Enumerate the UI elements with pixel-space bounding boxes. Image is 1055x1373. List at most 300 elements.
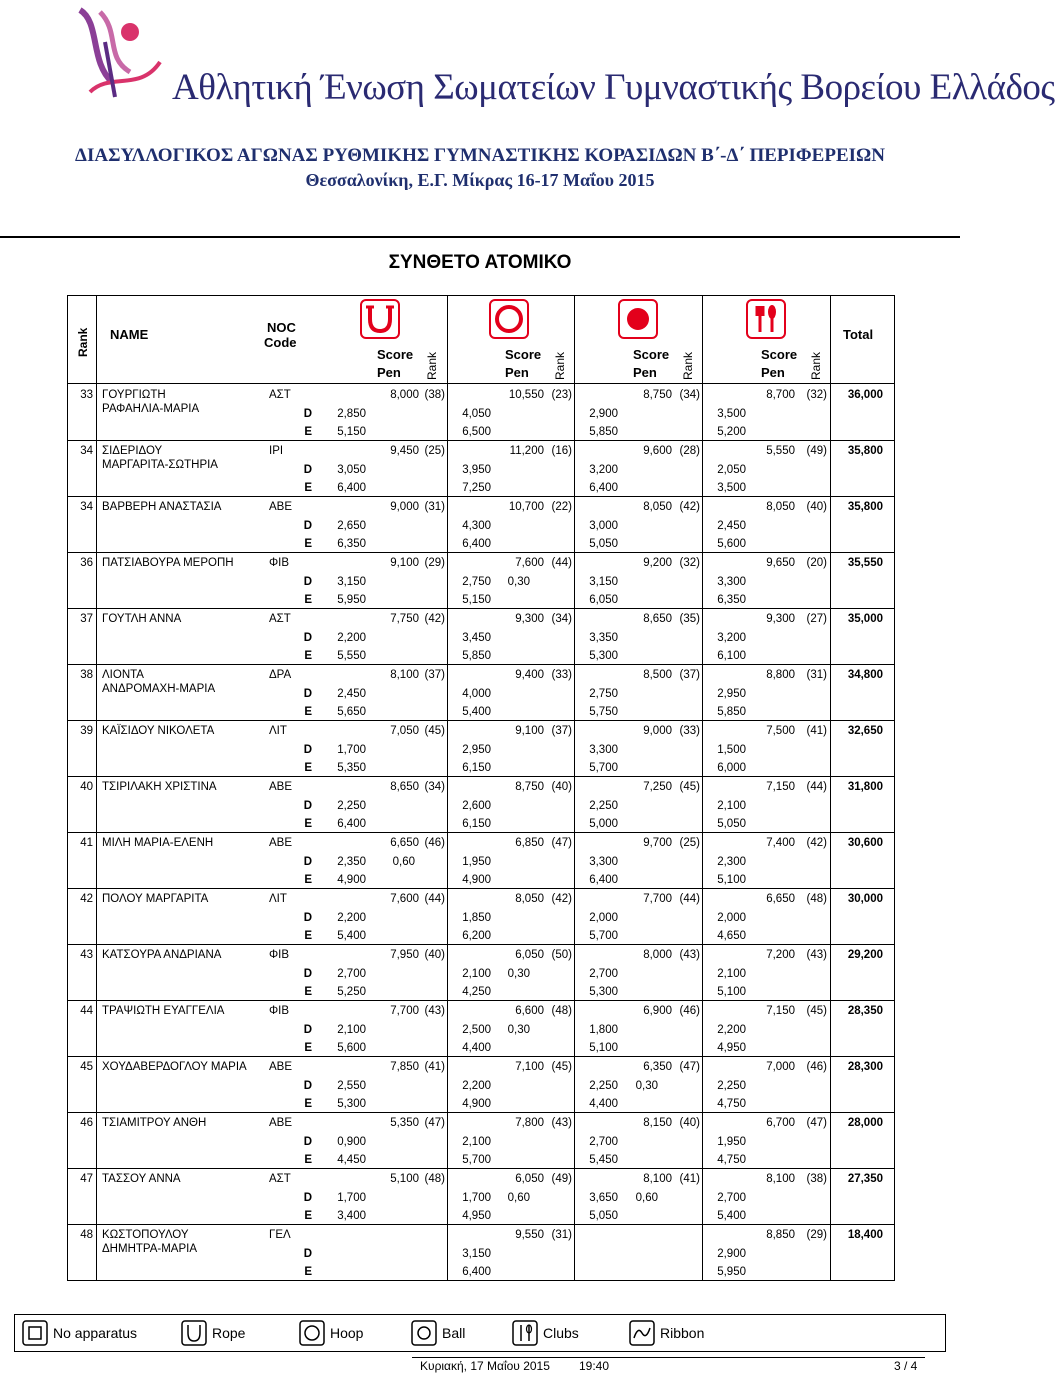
column-divider xyxy=(702,295,703,1281)
execution-score: 4,750 xyxy=(717,1098,746,1111)
difficulty-label: D xyxy=(303,1023,312,1036)
difficulty-label: D xyxy=(303,519,312,532)
difficulty-label: D xyxy=(303,911,312,924)
apparatus-score: 7,600 xyxy=(515,557,544,569)
apparatus-rank: (43) xyxy=(679,949,700,961)
execution-score: 6,400 xyxy=(462,538,491,551)
execution-score: 5,100 xyxy=(589,1042,618,1055)
apparatus-rank: (38) xyxy=(424,389,445,401)
apparatus-rank: (42) xyxy=(551,893,572,905)
apparatus-rank: (38) xyxy=(806,1173,827,1185)
difficulty-label: D xyxy=(303,407,312,420)
difficulty-label: D xyxy=(303,799,312,812)
execution-score: 5,300 xyxy=(337,1098,366,1111)
column-divider xyxy=(574,295,575,1281)
apparatus-rank: (42) xyxy=(806,837,827,849)
execution-score: 4,950 xyxy=(717,1042,746,1055)
apparatus-rank: (48) xyxy=(424,1173,445,1185)
apparatus-rank: (37) xyxy=(551,725,572,737)
difficulty-label: D xyxy=(303,1079,312,1092)
apparatus-rank: (46) xyxy=(679,1005,700,1017)
apparatus-score: 8,000 xyxy=(390,389,419,401)
federation-logo-icon xyxy=(60,2,172,114)
difficulty-score: 3,200 xyxy=(717,631,746,644)
apparatus-score: 7,700 xyxy=(390,1005,419,1017)
legend-box xyxy=(14,1314,946,1352)
page-header xyxy=(0,0,1055,120)
apparatus-rank: (23) xyxy=(551,389,572,401)
apparatus-score: 6,050 xyxy=(515,949,544,961)
apparatus-score: 8,750 xyxy=(515,781,544,793)
gymnast-rank: 43 xyxy=(80,949,93,961)
difficulty-score: 1,700 xyxy=(337,1191,366,1204)
difficulty-label: D xyxy=(303,1135,312,1148)
execution-score: 5,050 xyxy=(589,538,618,551)
execution-score: 5,700 xyxy=(462,1154,491,1167)
apparatus-score: 8,150 xyxy=(643,1117,672,1129)
difficulty-score: 2,700 xyxy=(589,1135,618,1148)
apparatus-score: 8,800 xyxy=(766,669,795,681)
apparatus-rank: (22) xyxy=(551,501,572,513)
difficulty-score: 3,150 xyxy=(337,575,366,588)
execution-label: E xyxy=(304,650,312,663)
gymnast-name: ΤΣΙΑΜΙΤΡΟΥ ΑΝΘΗ xyxy=(102,1117,207,1129)
apparatus-score: 6,050 xyxy=(515,1173,544,1185)
row-separator xyxy=(67,776,895,777)
difficulty-score: 3,300 xyxy=(589,743,618,756)
difficulty-score: 2,900 xyxy=(589,407,618,420)
apparatus-score: 10,550 xyxy=(508,389,544,401)
execution-score: 5,350 xyxy=(337,762,366,775)
execution-score: 5,600 xyxy=(337,1042,366,1055)
difficulty-score: 2,050 xyxy=(717,463,746,476)
header-row-divider xyxy=(67,383,895,384)
execution-score: 5,550 xyxy=(337,650,366,663)
apparatus-score: 8,850 xyxy=(766,1229,795,1241)
difficulty-score: 2,100 xyxy=(337,1023,366,1036)
row-separator xyxy=(67,832,895,833)
apparatus-score: 7,400 xyxy=(766,837,795,849)
row-separator xyxy=(67,720,895,721)
difficulty-score: 2,950 xyxy=(717,687,746,700)
apparatus-rank: (43) xyxy=(551,1117,572,1129)
clubs-icon xyxy=(512,1320,538,1346)
apparatus-rank: (40) xyxy=(551,781,572,793)
pen-subheader: Pen xyxy=(761,365,785,380)
apparatus-rank: (44) xyxy=(424,893,445,905)
gymnast-name: ΛΙΟΝΤΑ xyxy=(102,669,144,681)
apparatus-score: 6,900 xyxy=(643,1005,672,1017)
apparatus-rank: (31) xyxy=(551,1229,572,1241)
execution-score: 5,300 xyxy=(589,650,618,663)
column-divider xyxy=(96,295,97,1281)
execution-score: 6,350 xyxy=(337,538,366,551)
execution-score: 5,450 xyxy=(589,1154,618,1167)
difficulty-score: 1,950 xyxy=(462,855,491,868)
gymnast-rank: 48 xyxy=(80,1229,93,1241)
noc-column-header: NOC xyxy=(267,320,296,335)
gymnast-name: ΚΑΤΣΟΥΡΑ ΑΝΔΡΙΑΝΑ xyxy=(102,949,222,961)
penalty: 0,60 xyxy=(507,1191,530,1204)
rope-icon xyxy=(181,1320,207,1346)
rank-column-header: Rank xyxy=(76,327,90,357)
execution-score: 5,400 xyxy=(337,930,366,943)
apparatus-score: 7,250 xyxy=(643,781,672,793)
apparatus-rank: (25) xyxy=(679,837,700,849)
apparatus-score: 8,100 xyxy=(643,1173,672,1185)
pen-subheader: Pen xyxy=(505,365,529,380)
execution-score: 4,650 xyxy=(717,930,746,943)
gymnast-rank: 34 xyxy=(80,445,93,457)
rank-subheader: Rank xyxy=(553,351,567,380)
difficulty-score: 2,450 xyxy=(337,687,366,700)
difficulty-score: 2,250 xyxy=(589,799,618,812)
difficulty-score: 2,450 xyxy=(717,519,746,532)
row-separator xyxy=(67,1224,895,1225)
apparatus-rank: (33) xyxy=(679,725,700,737)
execution-score: 4,400 xyxy=(589,1098,618,1111)
execution-score: 5,400 xyxy=(717,1210,746,1223)
apparatus-rank: (32) xyxy=(679,557,700,569)
difficulty-score: 1,850 xyxy=(462,911,491,924)
execution-label: E xyxy=(304,482,312,495)
apparatus-rank: (45) xyxy=(806,1005,827,1017)
gymnast-name: ΓΟΥΡΓΙΩΤΗ xyxy=(102,389,166,401)
apparatus-score: 8,050 xyxy=(643,501,672,513)
difficulty-score: 3,300 xyxy=(589,855,618,868)
row-separator xyxy=(67,440,895,441)
row-separator xyxy=(67,664,895,665)
difficulty-score: 2,100 xyxy=(717,799,746,812)
score-subheader: Score xyxy=(633,347,670,362)
total-score: 35,800 xyxy=(847,501,883,513)
apparatus-score: 6,650 xyxy=(766,893,795,905)
apparatus-rank: (41) xyxy=(679,1173,700,1185)
execution-label: E xyxy=(304,874,312,887)
event-title: ΔΙΑΣΥΛΛΟΓΙΚΟΣ ΑΓΩΝΑΣ ΡΥΘΜΙΚΗΣ ΓΥΜΝΑΣΤΙΚΗΣ ΚΟΡΑΣΙΔΩΝ Β΄-Δ΄ ΠΕΡΙΦΕΡΕΙΩΝ xyxy=(75,145,885,166)
gymnast-name: ΤΣΙΡΙΛΑΚΗ ΧΡΙΣΤΙΝΑ xyxy=(102,781,217,793)
difficulty-score: 3,500 xyxy=(717,407,746,420)
apparatus-score: 10,700 xyxy=(508,501,544,513)
apparatus-score: 8,500 xyxy=(643,669,672,681)
apparatus-rank: (42) xyxy=(424,613,445,625)
execution-score: 3,500 xyxy=(717,482,746,495)
total-score: 35,000 xyxy=(847,613,883,625)
apparatus-score: 7,050 xyxy=(390,725,419,737)
difficulty-label: D xyxy=(303,631,312,644)
apparatus-score: 5,100 xyxy=(390,1173,419,1185)
difficulty-score: 2,200 xyxy=(462,1079,491,1092)
difficulty-label: D xyxy=(303,1247,312,1260)
noc-code: ΑΒΕ xyxy=(269,1117,293,1129)
apparatus-rank: (40) xyxy=(679,1117,700,1129)
execution-score: 6,000 xyxy=(717,762,746,775)
footer-divider xyxy=(412,1357,925,1358)
score-subheader: Score xyxy=(505,347,542,362)
apparatus-rank: (44) xyxy=(679,893,700,905)
row-separator xyxy=(67,496,895,497)
gymnast-rank: 40 xyxy=(80,781,93,793)
apparatus-score: 7,150 xyxy=(766,1005,795,1017)
gymnast-name: ΜΙΛΗ ΜΑΡΙΑ-ΕΛΕΝΗ xyxy=(102,837,214,849)
execution-score: 5,850 xyxy=(717,706,746,719)
apparatus-rank: (43) xyxy=(806,949,827,961)
difficulty-score: 3,300 xyxy=(717,575,746,588)
legend-label: Rope xyxy=(212,1325,246,1341)
penalty: 0,30 xyxy=(507,575,530,588)
hoop-icon xyxy=(299,1320,325,1346)
apparatus-rank: (34) xyxy=(551,613,572,625)
apparatus-score: 8,100 xyxy=(390,669,419,681)
execution-label: E xyxy=(304,594,312,607)
total-score: 28,350 xyxy=(847,1005,883,1017)
difficulty-score: 4,300 xyxy=(462,519,491,532)
apparatus-rank: (29) xyxy=(424,557,445,569)
difficulty-score: 1,950 xyxy=(717,1135,746,1148)
difficulty-label: D xyxy=(303,1191,312,1204)
footer-page: 3 / 4 xyxy=(894,1359,918,1373)
legend-label: Ribbon xyxy=(660,1325,705,1341)
apparatus-rank: (34) xyxy=(679,389,700,401)
execution-score: 6,400 xyxy=(462,1266,491,1279)
row-separator xyxy=(67,608,895,609)
gymnast-name-line2: ΜΑΡΓΑΡΙΤΑ-ΣΩΤΗΡΙΑ xyxy=(102,459,218,471)
apparatus-score: 9,100 xyxy=(515,725,544,737)
execution-score: 6,500 xyxy=(462,426,491,439)
total-score: 28,300 xyxy=(847,1061,883,1073)
gymnast-rank: 34 xyxy=(80,501,93,513)
apparatus-score: 8,000 xyxy=(643,949,672,961)
total-score: 28,000 xyxy=(847,1117,883,1129)
difficulty-score: 2,000 xyxy=(589,911,618,924)
apparatus-rank: (31) xyxy=(806,669,827,681)
execution-score: 5,050 xyxy=(589,1210,618,1223)
noc-code: ΑΒΕ xyxy=(269,837,293,849)
execution-label: E xyxy=(304,930,312,943)
execution-score: 5,150 xyxy=(337,426,366,439)
gymnast-rank: 45 xyxy=(80,1061,93,1073)
apparatus-score: 8,050 xyxy=(515,893,544,905)
apparatus-rank: (50) xyxy=(551,949,572,961)
execution-label: E xyxy=(304,986,312,999)
rope-icon xyxy=(360,299,400,339)
execution-score: 6,050 xyxy=(589,594,618,607)
apparatus-rank: (33) xyxy=(551,669,572,681)
apparatus-score: 5,350 xyxy=(390,1117,419,1129)
difficulty-score: 2,300 xyxy=(717,855,746,868)
noc-code: ΛΙΤ xyxy=(269,725,287,737)
execution-label: E xyxy=(304,1266,312,1279)
apparatus-rank: (47) xyxy=(679,1061,700,1073)
difficulty-label: D xyxy=(303,687,312,700)
apparatus-score: 7,500 xyxy=(766,725,795,737)
difficulty-score: 2,900 xyxy=(717,1247,746,1260)
noc-code: ΑΣΤ xyxy=(269,613,291,625)
penalty: 0,30 xyxy=(507,967,530,980)
apparatus-score: 8,050 xyxy=(766,501,795,513)
apparatus-score: 6,600 xyxy=(515,1005,544,1017)
execution-score: 5,850 xyxy=(462,650,491,663)
difficulty-score: 3,450 xyxy=(462,631,491,644)
apparatus-score: 8,100 xyxy=(766,1173,795,1185)
execution-score: 3,400 xyxy=(337,1210,366,1223)
apparatus-rank: (46) xyxy=(424,837,445,849)
difficulty-score: 2,250 xyxy=(337,799,366,812)
apparatus-score: 8,650 xyxy=(390,781,419,793)
difficulty-score: 3,650 xyxy=(589,1191,618,1204)
legend-label: Hoop xyxy=(330,1325,364,1341)
total-score: 18,400 xyxy=(847,1229,883,1241)
hoop-icon xyxy=(489,299,529,339)
clubs-icon xyxy=(746,299,786,339)
gymnast-name: ΒΑΡΒΕΡΗ ΑΝΑΣΤΑΣΙΑ xyxy=(102,501,222,513)
total-score: 30,000 xyxy=(847,893,883,905)
apparatus-score: 7,700 xyxy=(643,893,672,905)
apparatus-rank: (48) xyxy=(806,893,827,905)
noc-code: ΙΡΙ xyxy=(269,445,284,457)
difficulty-score: 0,900 xyxy=(337,1135,366,1148)
difficulty-score: 2,850 xyxy=(337,407,366,420)
gymnast-name: ΚΩΣΤΟΠΟΥΛΟΥ xyxy=(102,1229,189,1241)
penalty: 0,30 xyxy=(635,1079,658,1092)
noc-code: ΦΙΒ xyxy=(269,1005,290,1017)
execution-score: 5,600 xyxy=(717,538,746,551)
apparatus-rank: (40) xyxy=(806,501,827,513)
execution-score: 5,700 xyxy=(589,930,618,943)
execution-score: 5,050 xyxy=(717,818,746,831)
execution-score: 6,150 xyxy=(462,762,491,775)
apparatus-rank: (47) xyxy=(424,1117,445,1129)
apparatus-rank: (37) xyxy=(679,669,700,681)
noc-code: ΑΣΤ xyxy=(269,1173,291,1185)
execution-score: 5,200 xyxy=(717,426,746,439)
difficulty-score: 2,700 xyxy=(589,967,618,980)
organization-name: Αθλητική Ένωση Σωματείων Γυμναστικής Βορείου Ελλάδος xyxy=(172,67,1055,108)
execution-score: 5,300 xyxy=(589,986,618,999)
apparatus-rank: (44) xyxy=(551,557,572,569)
noc-code: ΛΙΤ xyxy=(269,893,287,905)
apparatus-score: 9,450 xyxy=(390,445,419,457)
row-separator xyxy=(67,944,895,945)
gymnast-rank: 37 xyxy=(80,613,93,625)
apparatus-score: 9,100 xyxy=(390,557,419,569)
noc-code: ΦΙΒ xyxy=(269,557,290,569)
difficulty-score: 2,250 xyxy=(717,1079,746,1092)
apparatus-score: 7,950 xyxy=(390,949,419,961)
difficulty-score: 3,050 xyxy=(337,463,366,476)
gymnast-name: ΓΟΥΤΛΗ ΑΝΝΑ xyxy=(102,613,182,625)
apparatus-rank: (49) xyxy=(806,445,827,457)
apparatus-score: 9,300 xyxy=(515,613,544,625)
rank-subheader: Rank xyxy=(425,351,439,380)
total-score: 32,650 xyxy=(847,725,883,737)
total-score: 36,000 xyxy=(847,389,883,401)
execution-score: 6,350 xyxy=(717,594,746,607)
difficulty-label: D xyxy=(303,463,312,476)
ribbon-icon xyxy=(629,1320,655,1346)
apparatus-rank: (48) xyxy=(551,1005,572,1017)
gymnast-rank: 47 xyxy=(80,1173,93,1185)
row-separator xyxy=(67,1168,895,1169)
total-score: 29,200 xyxy=(847,949,883,961)
apparatus-score: 7,600 xyxy=(390,893,419,905)
code-column-header: Code xyxy=(264,335,297,350)
difficulty-score: 2,100 xyxy=(717,967,746,980)
difficulty-score: 2,750 xyxy=(589,687,618,700)
legend-label: No apparatus xyxy=(53,1325,138,1341)
execution-score: 4,900 xyxy=(462,1098,491,1111)
execution-score: 6,100 xyxy=(717,650,746,663)
difficulty-score: 2,750 xyxy=(462,575,491,588)
execution-score: 5,250 xyxy=(337,986,366,999)
apparatus-rank: (44) xyxy=(806,781,827,793)
gymnast-rank: 46 xyxy=(80,1117,93,1129)
apparatus-score: 5,550 xyxy=(766,445,795,457)
difficulty-score: 2,700 xyxy=(717,1191,746,1204)
apparatus-rank: (49) xyxy=(551,1173,572,1185)
difficulty-score: 3,150 xyxy=(589,575,618,588)
header-divider xyxy=(0,236,960,238)
no-apparatus-icon xyxy=(22,1320,48,1346)
noc-code: ΔΡΑ xyxy=(269,669,292,681)
apparatus-rank: (41) xyxy=(806,725,827,737)
apparatus-score: 9,200 xyxy=(643,557,672,569)
gymnast-rank: 44 xyxy=(80,1005,93,1017)
apparatus-rank: (34) xyxy=(424,781,445,793)
total-score: 35,800 xyxy=(847,445,883,457)
apparatus-rank: (28) xyxy=(679,445,700,457)
execution-score: 5,700 xyxy=(589,762,618,775)
apparatus-rank: (29) xyxy=(806,1229,827,1241)
difficulty-score: 2,600 xyxy=(462,799,491,812)
apparatus-rank: (41) xyxy=(424,1061,445,1073)
noc-code: ΑΒΕ xyxy=(269,781,293,793)
execution-label: E xyxy=(304,426,312,439)
apparatus-score: 9,600 xyxy=(643,445,672,457)
apparatus-rank: (35) xyxy=(679,613,700,625)
execution-label: E xyxy=(304,818,312,831)
execution-score: 6,150 xyxy=(462,818,491,831)
noc-code: ΓΕΛ xyxy=(269,1229,291,1241)
difficulty-score: 2,500 xyxy=(462,1023,491,1036)
difficulty-label: D xyxy=(303,575,312,588)
difficulty-score: 1,800 xyxy=(589,1023,618,1036)
gymnast-name: ΠΑΤΣΙΑΒΟΥΡΑ ΜΕΡΟΠΗ xyxy=(102,557,234,569)
difficulty-score: 2,650 xyxy=(337,519,366,532)
execution-score: 5,850 xyxy=(589,426,618,439)
gymnast-name: ΧΟΥΔΑΒΕΡΔΟΓΛΟΥ ΜΑΡΙΑ xyxy=(102,1061,247,1073)
execution-score: 4,400 xyxy=(462,1042,491,1055)
difficulty-score: 4,000 xyxy=(462,687,491,700)
apparatus-score: 7,200 xyxy=(766,949,795,961)
execution-score: 4,450 xyxy=(337,1154,366,1167)
execution-score: 6,400 xyxy=(337,482,366,495)
execution-score: 6,200 xyxy=(462,930,491,943)
apparatus-score: 8,650 xyxy=(643,613,672,625)
execution-score: 5,100 xyxy=(717,874,746,887)
apparatus-rank: (25) xyxy=(424,445,445,457)
legend-label: Clubs xyxy=(543,1325,579,1341)
difficulty-score: 2,200 xyxy=(717,1023,746,1036)
apparatus-score: 7,850 xyxy=(390,1061,419,1073)
execution-score: 4,950 xyxy=(462,1210,491,1223)
apparatus-score: 8,750 xyxy=(643,389,672,401)
execution-score: 5,400 xyxy=(462,706,491,719)
total-score: 30,600 xyxy=(847,837,883,849)
name-column-header: NAME xyxy=(110,327,149,342)
footer-time: 19:40 xyxy=(579,1359,610,1373)
gymnast-name: ΤΑΣΣΟΥ ΑΝΝΑ xyxy=(102,1173,181,1185)
